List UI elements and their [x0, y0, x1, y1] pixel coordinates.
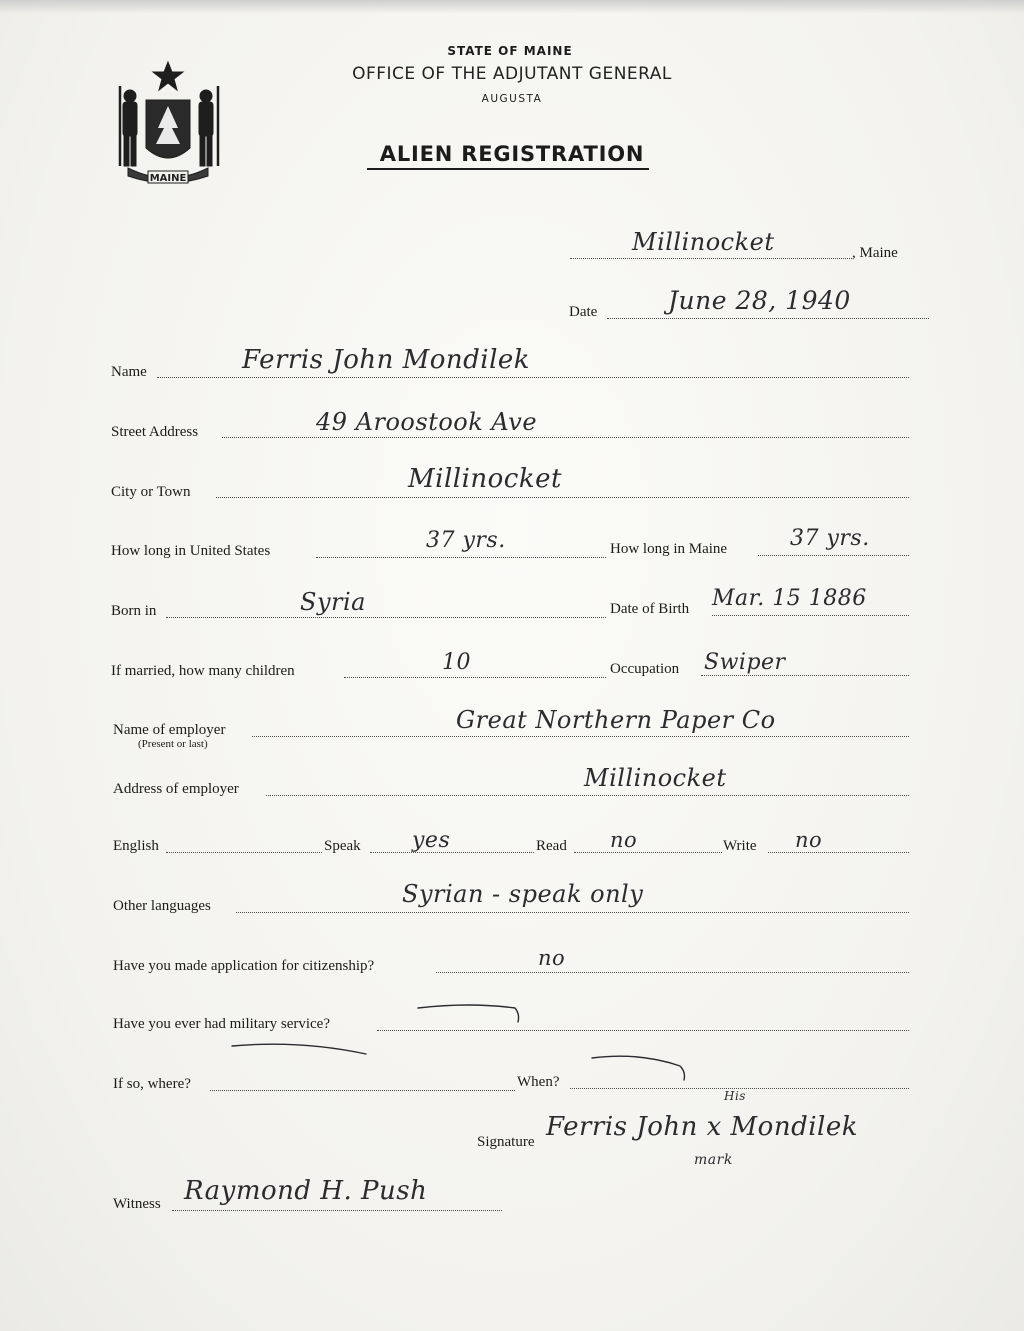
witness-line [172, 1210, 502, 1211]
form-title: ALIEN REGISTRATION [379, 142, 645, 166]
employer-sublabel: (Present or last) [138, 738, 208, 750]
english-label: English [113, 838, 159, 854]
employer-label: Name of employer [113, 722, 226, 738]
street-value: 49 Aroostook Ave [316, 408, 538, 436]
citizenship-label: Have you made application for citizenship? [113, 958, 375, 974]
other-languages-label: Other languages [113, 898, 211, 914]
seal-label: MAINE [149, 173, 187, 184]
dob-label: Date of Birth [610, 601, 690, 617]
maine-years-value: 37 yrs. [790, 526, 870, 551]
us-years-value: 37 yrs. [426, 528, 506, 553]
write-value: no [795, 828, 823, 852]
name-label: Name [111, 364, 147, 380]
name-value: Ferris John Mondilek [242, 345, 531, 375]
city-value: Millinocket [408, 464, 562, 494]
born-label: Born in [111, 603, 157, 619]
born-value: Syria [300, 588, 366, 616]
occupation-label: Occupation [610, 661, 680, 677]
maine-years-label: How long in Maine [610, 541, 728, 557]
signature-his: His [724, 1089, 746, 1103]
employer-value: Great Northern Paper Co [456, 706, 776, 734]
read-value: no [610, 828, 638, 852]
employer-address-label: Address of employer [113, 781, 239, 797]
occupation-value: Swiper [704, 650, 786, 675]
children-value: 10 [442, 650, 471, 675]
speak-value: yes [412, 828, 451, 853]
office-heading: OFFICE OF THE ADJUTANT GENERAL [352, 64, 672, 84]
other-languages-value: Syrian - speak only [402, 880, 644, 908]
date-label: Date [569, 304, 598, 320]
witness-label: Witness [113, 1196, 161, 1212]
city-label: City or Town [111, 484, 191, 500]
dob-value: Mar. 15 1886 [712, 586, 867, 611]
employer-address-value: Millinocket [584, 764, 727, 792]
place-suffix: , Maine [852, 245, 898, 261]
signature-value: Ferris John x Mondilek [546, 1112, 858, 1142]
children-label: If married, how many children [111, 663, 295, 679]
us-years-label: How long in United States [111, 543, 271, 559]
witness-value: Raymond H. Push [184, 1176, 428, 1206]
read-label: Read [536, 838, 567, 854]
military-label: Have you ever had military service? [113, 1016, 330, 1032]
when-label: When? [517, 1074, 560, 1090]
when-dash [592, 1056, 685, 1080]
city-heading: AUGUSTA [481, 93, 543, 105]
state-heading: STATE OF MAINE [447, 44, 573, 58]
place-value: Millinocket [632, 228, 775, 256]
where-label: If so, where? [113, 1076, 191, 1092]
where-dash [232, 1044, 366, 1054]
street-label: Street Address [111, 424, 199, 440]
speak-label: Speak [324, 838, 361, 854]
citizenship-value: no [538, 946, 566, 970]
signature-label: Signature [477, 1134, 535, 1150]
write-label: Write [723, 838, 757, 854]
date-value: June 28, 1940 [668, 286, 851, 315]
signature-mark: mark [694, 1152, 733, 1168]
military-dash [418, 1005, 519, 1022]
